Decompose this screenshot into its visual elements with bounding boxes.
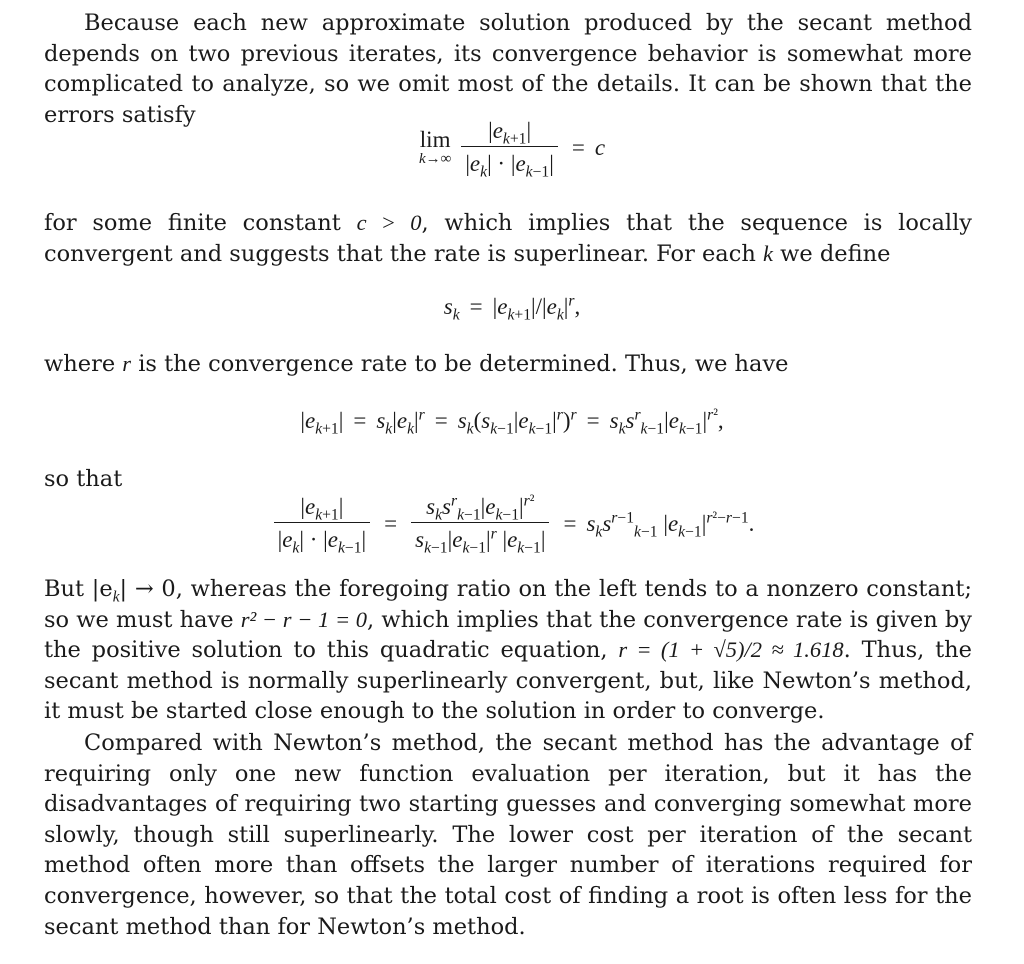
p5-math-k: k bbox=[112, 588, 120, 606]
paragraph-comparison: Compared with Newton’s method, the secant method has the advantage of requiring only one new function evaluation per iteration, but it has the disadvantages of requiring two starting guesses and converging somewhat more slowly, though still superlinearly. The lower cost per iteration of the secant method often more than offsets the larger number of iterations required for convergence, however, so that the total cost of finding a root is often less for the secant method than for Newton’s method. bbox=[44, 730, 972, 940]
equation-limit: lim k→∞ $\frac{|e_{k+1}|}{|e_k| \cdot |e_{k-1}|}$ = c bbox=[418, 118, 606, 181]
p5-text-a: But |e bbox=[44, 576, 113, 602]
p5-text-b: | → 0, whereas the foregoing ratio on the left tends to a nonzero constant; so we must have bbox=[44, 576, 973, 633]
paragraph-rate-result bbox=[44, 574, 972, 727]
lim-subscript: k→∞ bbox=[418, 151, 452, 167]
p5-math-golden-ratio: r = (1 + √5)/2 ≈ 1.618 bbox=[618, 637, 844, 663]
lim-text: lim bbox=[419, 127, 451, 152]
p3-text-b: is the convergence rate to be determined. Thus, we have bbox=[131, 351, 789, 377]
equation-sk-definition: $s_k$ = $|e_{k+1}|/|e_k|^r$, bbox=[443, 292, 581, 324]
p2-math-c: c > 0 bbox=[356, 210, 422, 235]
limit-fraction: $\frac{|e_{k+1}|}{|e_k| \cdot |e_{k-1}|}$ bbox=[461, 118, 558, 177]
equation-error-recursion: $|e_{k+1}|$ = $s_k|e_k|^r$ = $s_k(s_{k-1}|e_{k-1}|^r)^r$ = $s_ks^r_{k-1}|e_{k-1}|^{r^2}$, bbox=[300, 406, 724, 438]
p5-math-quadratic: r² − r − 1 = 0 bbox=[240, 606, 368, 632]
p3-text-a: where bbox=[44, 351, 123, 377]
paragraph-intro: Because each new approximate solution produced by the secant method depends on two previous iterates, its convergence behavior is somewhat more complicated to analyze, so we omit most of the details. It can be shown that the errors satisfy bbox=[44, 10, 972, 128]
p2-math-k: k bbox=[762, 240, 773, 266]
paragraph-constant bbox=[44, 208, 972, 269]
limit-constant: c bbox=[594, 134, 606, 160]
p5-text-c: , which implies that the convergence rate is given by the positive solution to this quadratic equation, bbox=[44, 606, 972, 664]
paragraph-rate bbox=[44, 349, 972, 380]
equation-ratio: $\frac{|e_{k+1}|}{|e_k| \cdot |e_{k-1}|}$ = $\frac{s_ks^r_{k-1}|e_{k-1}|^{r^2}}{s_{k-1}|e_{k-1}|^r |e_{k-1}|}$ = $s_ks^{r-1}_{k-1}$ $|e_{k-1}|^{r^2-r-1}$. bbox=[0, 494, 1024, 553]
p5-text-d: . Thus, the secant method is normally superlinearly convergent, but, like Newton’s method, it must be started close enough to the solution in order to converge. bbox=[44, 637, 972, 725]
p3-math-r: r bbox=[122, 351, 132, 376]
p2-text-b: , which implies that the sequence is locally convergent and suggests that the rate is superlinear. For each bbox=[44, 210, 972, 267]
limit-operator bbox=[419, 127, 451, 168]
p2-text-c: we define bbox=[772, 240, 891, 267]
paragraph-so-that: so that bbox=[44, 466, 123, 492]
p2-text-a: for some finite constant bbox=[44, 210, 357, 236]
